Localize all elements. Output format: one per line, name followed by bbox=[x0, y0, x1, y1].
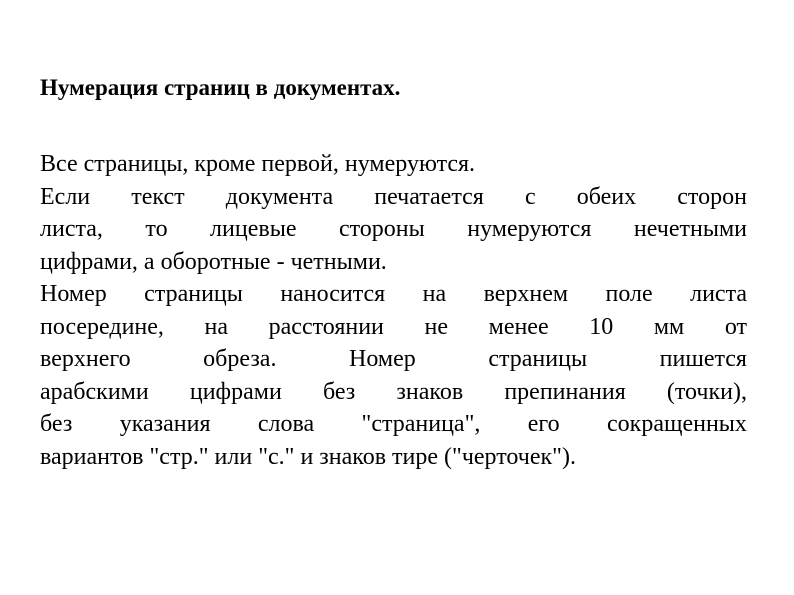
word: сокращенных bbox=[607, 411, 747, 437]
word: обеих bbox=[576, 183, 637, 210]
word: посередине, bbox=[40, 313, 164, 340]
text-line-6 bbox=[40, 311, 747, 344]
text-line-5 bbox=[40, 278, 747, 311]
word: на bbox=[422, 281, 447, 307]
word: нумеруются bbox=[467, 216, 592, 242]
word: препинания bbox=[504, 378, 626, 405]
text-line-8 bbox=[40, 376, 747, 409]
word: Если bbox=[40, 183, 91, 210]
word: документа bbox=[225, 183, 334, 210]
word: страницы bbox=[144, 281, 243, 307]
word: "страница", bbox=[361, 411, 481, 437]
word: Номер bbox=[349, 346, 416, 372]
word: знаков bbox=[396, 378, 464, 405]
word: от bbox=[724, 313, 747, 340]
text-line-9 bbox=[40, 408, 747, 441]
word: наносится bbox=[280, 281, 386, 307]
word: лицевые bbox=[210, 216, 297, 242]
word: (точки), bbox=[666, 378, 747, 405]
text-line-3 bbox=[40, 213, 747, 246]
word: цифрами bbox=[189, 378, 282, 405]
word: расстоянии bbox=[268, 313, 384, 340]
text-line-7 bbox=[40, 343, 747, 376]
word: мм bbox=[653, 313, 685, 340]
text-line-1: Все страницы, кроме первой, нумеруются. bbox=[40, 151, 476, 177]
word: текст bbox=[131, 183, 185, 210]
word: верхнем bbox=[483, 281, 569, 307]
text-line-10: вариантов "стр." или "с." и знаков тире ("черточек"). bbox=[40, 443, 576, 470]
word: указания bbox=[119, 411, 211, 437]
word: листа bbox=[690, 281, 747, 307]
word: арабскими bbox=[40, 378, 149, 405]
word: его bbox=[527, 411, 560, 437]
word: на bbox=[204, 313, 229, 340]
word: стороны bbox=[338, 216, 425, 242]
page-title: Нумерация страниц в документах. bbox=[40, 75, 401, 100]
word: листа, bbox=[40, 216, 103, 242]
word: Номер bbox=[40, 281, 107, 307]
word: слова bbox=[257, 411, 315, 437]
text-line-2 bbox=[40, 181, 747, 214]
word: 10 bbox=[589, 313, 614, 340]
word: то bbox=[145, 216, 168, 242]
word: без bbox=[322, 378, 356, 405]
word: не bbox=[424, 313, 449, 340]
word: без bbox=[40, 411, 73, 437]
word: печатается bbox=[374, 183, 484, 210]
word: менее bbox=[488, 313, 549, 340]
word: нечетными bbox=[633, 216, 747, 242]
word: страницы bbox=[488, 346, 588, 372]
word: верхнего bbox=[40, 346, 131, 372]
slide-content bbox=[40, 72, 747, 473]
text-line-4: цифрами, а оборотные - четными. bbox=[40, 248, 387, 275]
word: сторон bbox=[677, 183, 747, 210]
word: с bbox=[524, 183, 536, 210]
word: поле bbox=[605, 281, 653, 307]
word: пишется bbox=[659, 346, 747, 372]
word: обреза. bbox=[203, 346, 277, 372]
